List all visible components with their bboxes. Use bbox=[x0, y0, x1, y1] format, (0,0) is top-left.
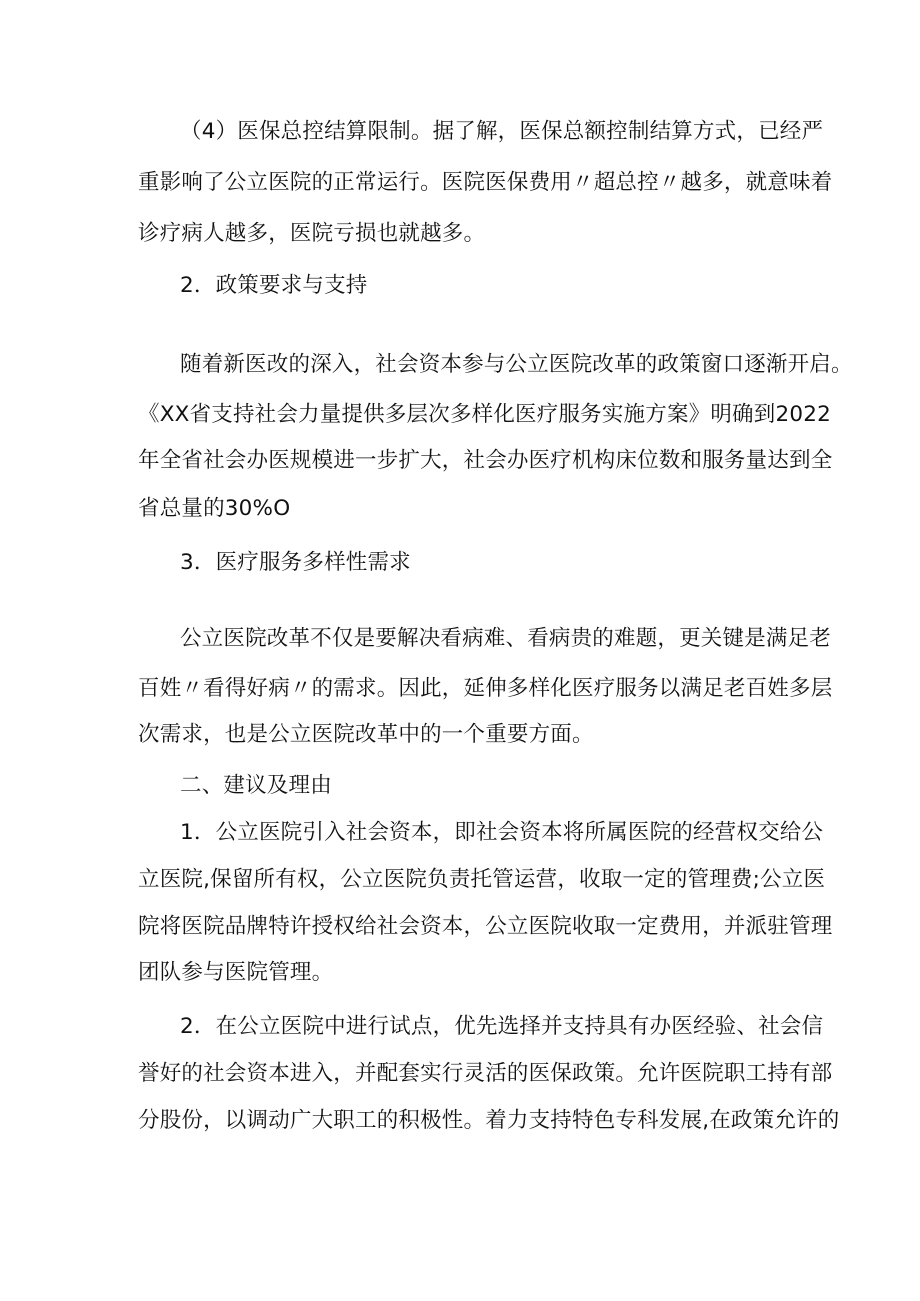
section-heading: 3．医疗服务多样性需求 bbox=[180, 550, 411, 575]
paragraph-line: 团队参与医院管理。 bbox=[138, 960, 334, 985]
paragraph-line: （4）医保总控结算限制。据了解，医保总额控制结算方式，已经严 bbox=[180, 119, 824, 144]
paragraph-line: 公立医院改革不仅是要解决看病难、看病贵的难题，更关键是满足老 bbox=[180, 626, 832, 651]
paragraph-line: 重影响了公立医院的正常运行。医院医保费用〃超总控〃越多，就意味着 bbox=[138, 170, 833, 195]
paragraph-line: 誉好的社会资本进入，并配套实行灵活的医保政策。允许医院职工持有部 bbox=[138, 1061, 833, 1086]
section-heading: 2．政策要求与支持 bbox=[180, 273, 368, 298]
paragraph-line: 《XX省支持社会力量提供多层次多样化医疗服务实施方案》明确到2022 bbox=[138, 402, 831, 427]
paragraph-line: 分股份，以调动广大职工的积极性。着力支持特色专科发展,在政策允许的 bbox=[138, 1108, 840, 1133]
paragraph-line: 次需求，也是公立医院改革中的一个重要方面。 bbox=[138, 722, 594, 747]
paragraph-line: 随着新医改的深入，社会资本参与公立医院改革的政策窗口逐渐开启。 bbox=[180, 352, 853, 377]
paragraph-line: 百姓〃看得好病〃的需求。因此，延伸多样化医疗服务以满足老百姓多层 bbox=[138, 676, 833, 701]
paragraph-line: 1．公立医院引入社会资本，即社会资本将所属医院的经营权交给公 bbox=[180, 820, 824, 845]
paragraph-line: 年全省社会办医规模进一步扩大，社会办医疗机构床位数和服务量达到全 bbox=[138, 448, 833, 473]
paragraph-line: 2．在公立医院中进行试点，优先选择并支持具有办医经验、社会信 bbox=[180, 1014, 824, 1039]
paragraph-line: 院将医院品牌特许授权给社会资本，公立医院收取一定费用，并派驻管理 bbox=[138, 914, 833, 939]
section-heading: 二、建议及理由 bbox=[180, 773, 332, 798]
paragraph-line: 立医院,保留所有权，公立医院负责托管运营，收取一定的管理费;公立医 bbox=[138, 867, 826, 892]
paragraph-line: 省总量的30%O bbox=[138, 496, 291, 521]
paragraph-line: 诊疗病人越多，医院亏损也就越多。 bbox=[138, 221, 486, 246]
